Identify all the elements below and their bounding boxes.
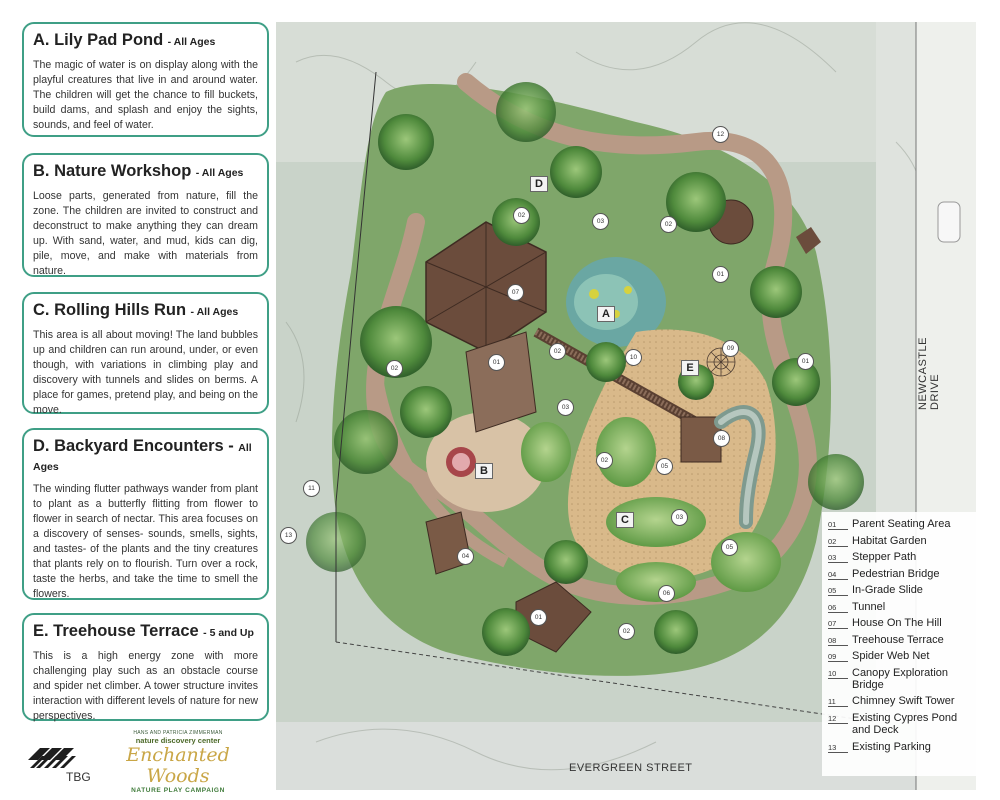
map-tag-01: 01 [530, 609, 547, 626]
legend-item [828, 712, 978, 737]
zone-age-separator: - [228, 437, 239, 455]
legend-label: Treehouse Terrace [852, 633, 944, 646]
legend-label: Stepper Path [852, 551, 917, 563]
zone-age: All Ages [201, 167, 244, 179]
map-tag-10: 10 [625, 349, 642, 366]
legend-number: 02 [828, 535, 848, 547]
zone-marker-e: E [681, 360, 699, 376]
legend-label: Pedestrian Bridge [852, 567, 940, 580]
zone-age: All Ages [196, 306, 239, 318]
legend-number: 12 [828, 712, 848, 724]
map-tag-11: 11 [303, 480, 320, 497]
map-tag-02: 02 [596, 452, 613, 469]
legend-label: Chimney Swift Tower [852, 695, 955, 708]
legend-number: 05 [828, 584, 848, 596]
zone-title: C. Rolling Hills Run [33, 301, 187, 319]
zone-marker-b: B [475, 463, 493, 479]
legend-number: 01 [828, 518, 848, 530]
zone-marker-d: D [530, 176, 548, 192]
zone-heading [33, 300, 258, 321]
map-tag-08: 08 [713, 430, 730, 447]
zone-description: Loose parts, generated from nature, fill the zone. The children are invited to construct and deconstruct to make anything they can dream up. With sand, water, and mud, kids can dig, pile, move, and make with materials from nature. [33, 189, 258, 277]
zone-card-backyard-encounters [22, 428, 269, 600]
map-tag-09: 09 [722, 340, 739, 357]
zone-card-treehouse-terrace [22, 613, 269, 721]
campaign-logo-title: Enchanted Woods [126, 744, 230, 787]
map-tag-02: 02 [386, 360, 403, 377]
legend-item [828, 568, 978, 580]
legend-item [828, 518, 978, 530]
map-tag-04: 04 [457, 548, 474, 565]
legend-label: Existing Parking [852, 740, 931, 753]
campaign-logo [118, 730, 238, 794]
zone-description: This is a high energy zone with more challenging play such as an obstacle course and spider net climber. A tower structure invites interaction with different levels of nature for new perspectives. [33, 649, 258, 722]
legend-item [828, 535, 978, 547]
legend-number: 13 [828, 741, 848, 753]
map-tag-01: 01 [712, 266, 729, 283]
map-tag-06: 06 [658, 585, 675, 602]
map-tag-03: 03 [592, 213, 609, 230]
zone-card-lily-pad-pond [22, 22, 269, 137]
map-tag-03: 03 [557, 399, 574, 416]
zone-age: All Ages [33, 442, 252, 473]
legend-number: 10 [828, 667, 848, 679]
zone-title: A. Lily Pad Pond [33, 31, 164, 49]
map-tag-02: 02 [660, 216, 677, 233]
zone-heading [33, 30, 258, 51]
zone-description: This area is all about moving! The land bubbles up and children can run around, under, or even though, with variations in climbing play and discovery with tunnels and slides on berms. A place for games, pretend play, and being on the move. [33, 328, 258, 416]
legend-label: Canopy Exploration Bridge [852, 666, 949, 691]
zone-age: 5 and Up [209, 627, 254, 639]
zone-age-separator: - [190, 306, 197, 318]
map-tag-03: 03 [671, 509, 688, 526]
zone-title: E. Treehouse Terrace [33, 622, 199, 640]
legend-number: 11 [828, 695, 848, 707]
legend-item [828, 650, 978, 662]
legend-item [828, 741, 978, 753]
legend-label: In-Grade Slide [852, 584, 923, 596]
zone-age-separator: - [167, 36, 174, 48]
legend-item [828, 634, 978, 646]
zone-marker-c: C [616, 512, 634, 528]
legend-item [828, 617, 978, 629]
legend-number: 06 [828, 601, 848, 613]
legend-item [828, 551, 978, 563]
map-tag-01: 01 [488, 354, 505, 371]
map-tag-02: 02 [618, 623, 635, 640]
legend-label: Habitat Garden [852, 534, 927, 547]
legend-item [828, 667, 978, 692]
legend-number: 07 [828, 617, 848, 629]
zone-age: All Ages [173, 36, 216, 48]
legend-label: Existing Cypres Pond and Deck [852, 711, 958, 737]
zone-heading [33, 161, 258, 182]
zone-description: The magic of water is on display along with the playful creatures that live in and around water. The children will get the chance to fill buckets, build dams, and splash and enjoy the sights, sounds, and feel of water. [33, 58, 258, 131]
zone-age-separator: - [195, 167, 202, 179]
map-tag-01: 01 [797, 353, 814, 370]
zone-marker-a: A [597, 306, 615, 322]
campaign-logo-center: nature discovery center [135, 736, 221, 745]
tbg-wordmark: TBG [66, 770, 91, 784]
map-tag-12: 12 [712, 126, 729, 143]
legend-label: Spider Web Net [852, 650, 930, 662]
map-tag-05: 05 [656, 458, 673, 475]
campaign-logo-sponsor: HANS AND PATRICIA ZIMMERMAN [133, 730, 223, 736]
legend-number: 08 [828, 634, 848, 646]
zone-card-nature-workshop [22, 153, 269, 277]
legend-number: 04 [828, 568, 848, 580]
street-label-newcastle: NEWCASTLE DRIVE [917, 337, 941, 410]
legend-label: Parent Seating Area [852, 518, 951, 530]
legend-item [828, 584, 978, 596]
legend [822, 512, 982, 776]
zone-title: B. Nature Workshop [33, 162, 192, 180]
zone-title: D. Backyard Encounters [33, 437, 224, 455]
zone-heading [33, 436, 258, 475]
map-tag-05: 05 [721, 539, 738, 556]
legend-label: House On The Hill [852, 617, 942, 629]
legend-number: 09 [828, 650, 848, 662]
campaign-logo-footer: NATURE PLAY CAMPAIGN [131, 786, 225, 794]
street-label-evergreen: EVERGREEN STREET [569, 762, 693, 774]
zone-age-separator: - [203, 627, 210, 639]
map-tag-02: 02 [513, 207, 530, 224]
map-tag-07: 07 [507, 284, 524, 301]
zone-description: The winding flutter pathways wander from plant to plant as a butterfly flitting from flower to flower in search of nectar. This area focuses on a discovery of senses- sounds, smells, sights, and tastes- of the plants and the tiny creatures that plants rely on to flourish. Turn over a rock, taste the herbs, and take the time to smell the flowers. [33, 482, 258, 600]
legend-item [828, 695, 978, 707]
legend-label: Tunnel [852, 600, 886, 613]
legend-number: 03 [828, 551, 848, 563]
map-tag-02: 02 [549, 343, 566, 360]
map-tag-13: 13 [280, 527, 297, 544]
legend-item [828, 601, 978, 613]
zone-card-rolling-hills-run [22, 292, 269, 414]
zone-heading [33, 621, 258, 642]
